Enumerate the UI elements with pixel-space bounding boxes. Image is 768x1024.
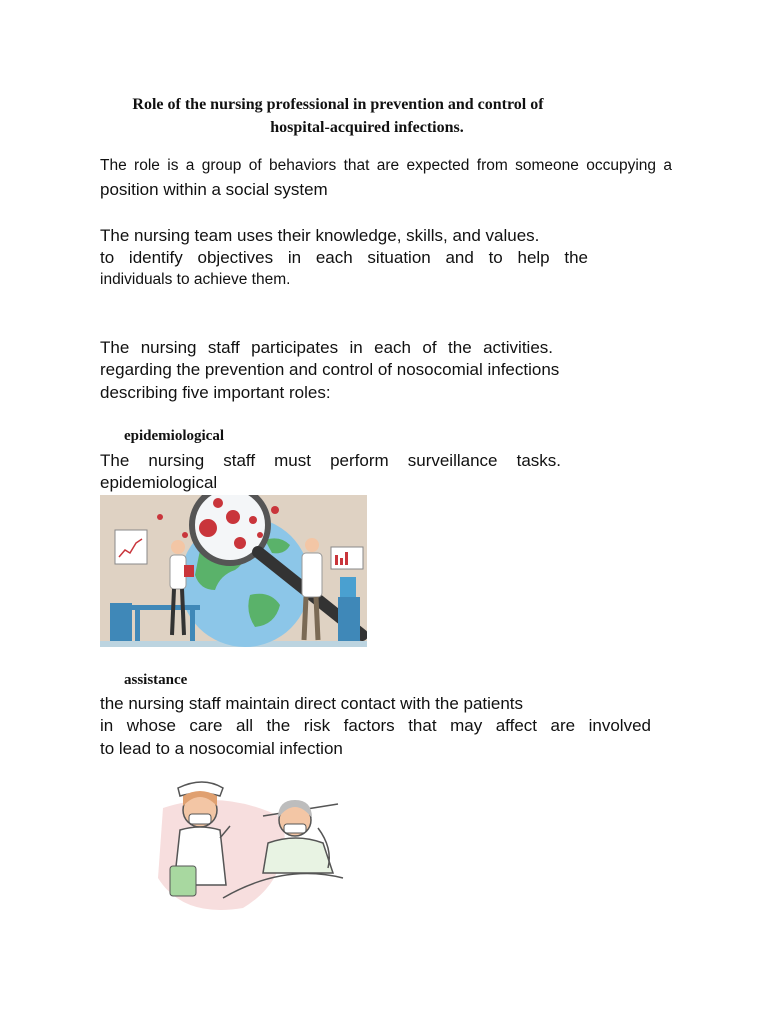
page-title-line-1: Role of the nursing professional in prevention and control of [132, 96, 544, 113]
paragraph-team-line-2: to identify objectives in each situation and to help the [100, 248, 588, 267]
epidemiological-text-line-2: epidemiological [100, 473, 218, 492]
paragraph-role-line-2: position within a social system [100, 180, 328, 199]
nurse-and-patient-illustration-icon [148, 768, 348, 920]
section-heading-epidemiological: epidemiological [124, 428, 224, 444]
paragraph-staff-line-1: The nursing staff participates in each of the activities. [100, 338, 553, 357]
assistance-text-line-1: the nursing staff maintain direct contact with the patients [100, 694, 524, 713]
paragraph-team-line-3: individuals to achieve them. [100, 271, 291, 288]
page-title-line-2: hospital-acquired infections. [270, 119, 464, 136]
paragraph-staff-line-3: describing five important roles: [100, 383, 331, 402]
assistance-text-line-3: to lead to a nosocomial infection [100, 739, 343, 758]
assistance-text-line-2: in whose care all the risk factors that may affect are involved [100, 716, 651, 735]
epidemiology-lab-illustration-icon [100, 495, 367, 647]
paragraph-team-line-1: The nursing team uses their knowledge, skills, and values. [100, 226, 540, 245]
section-heading-assistance: assistance [124, 672, 188, 688]
paragraph-staff-line-2: regarding the prevention and control of nosocomial infections [100, 360, 560, 379]
epidemiological-text-line-1: The nursing staff must perform surveillance tasks. [100, 451, 561, 470]
paragraph-role-line-1: The role is a group of behaviors that are expected from someone occupying a [100, 157, 672, 174]
